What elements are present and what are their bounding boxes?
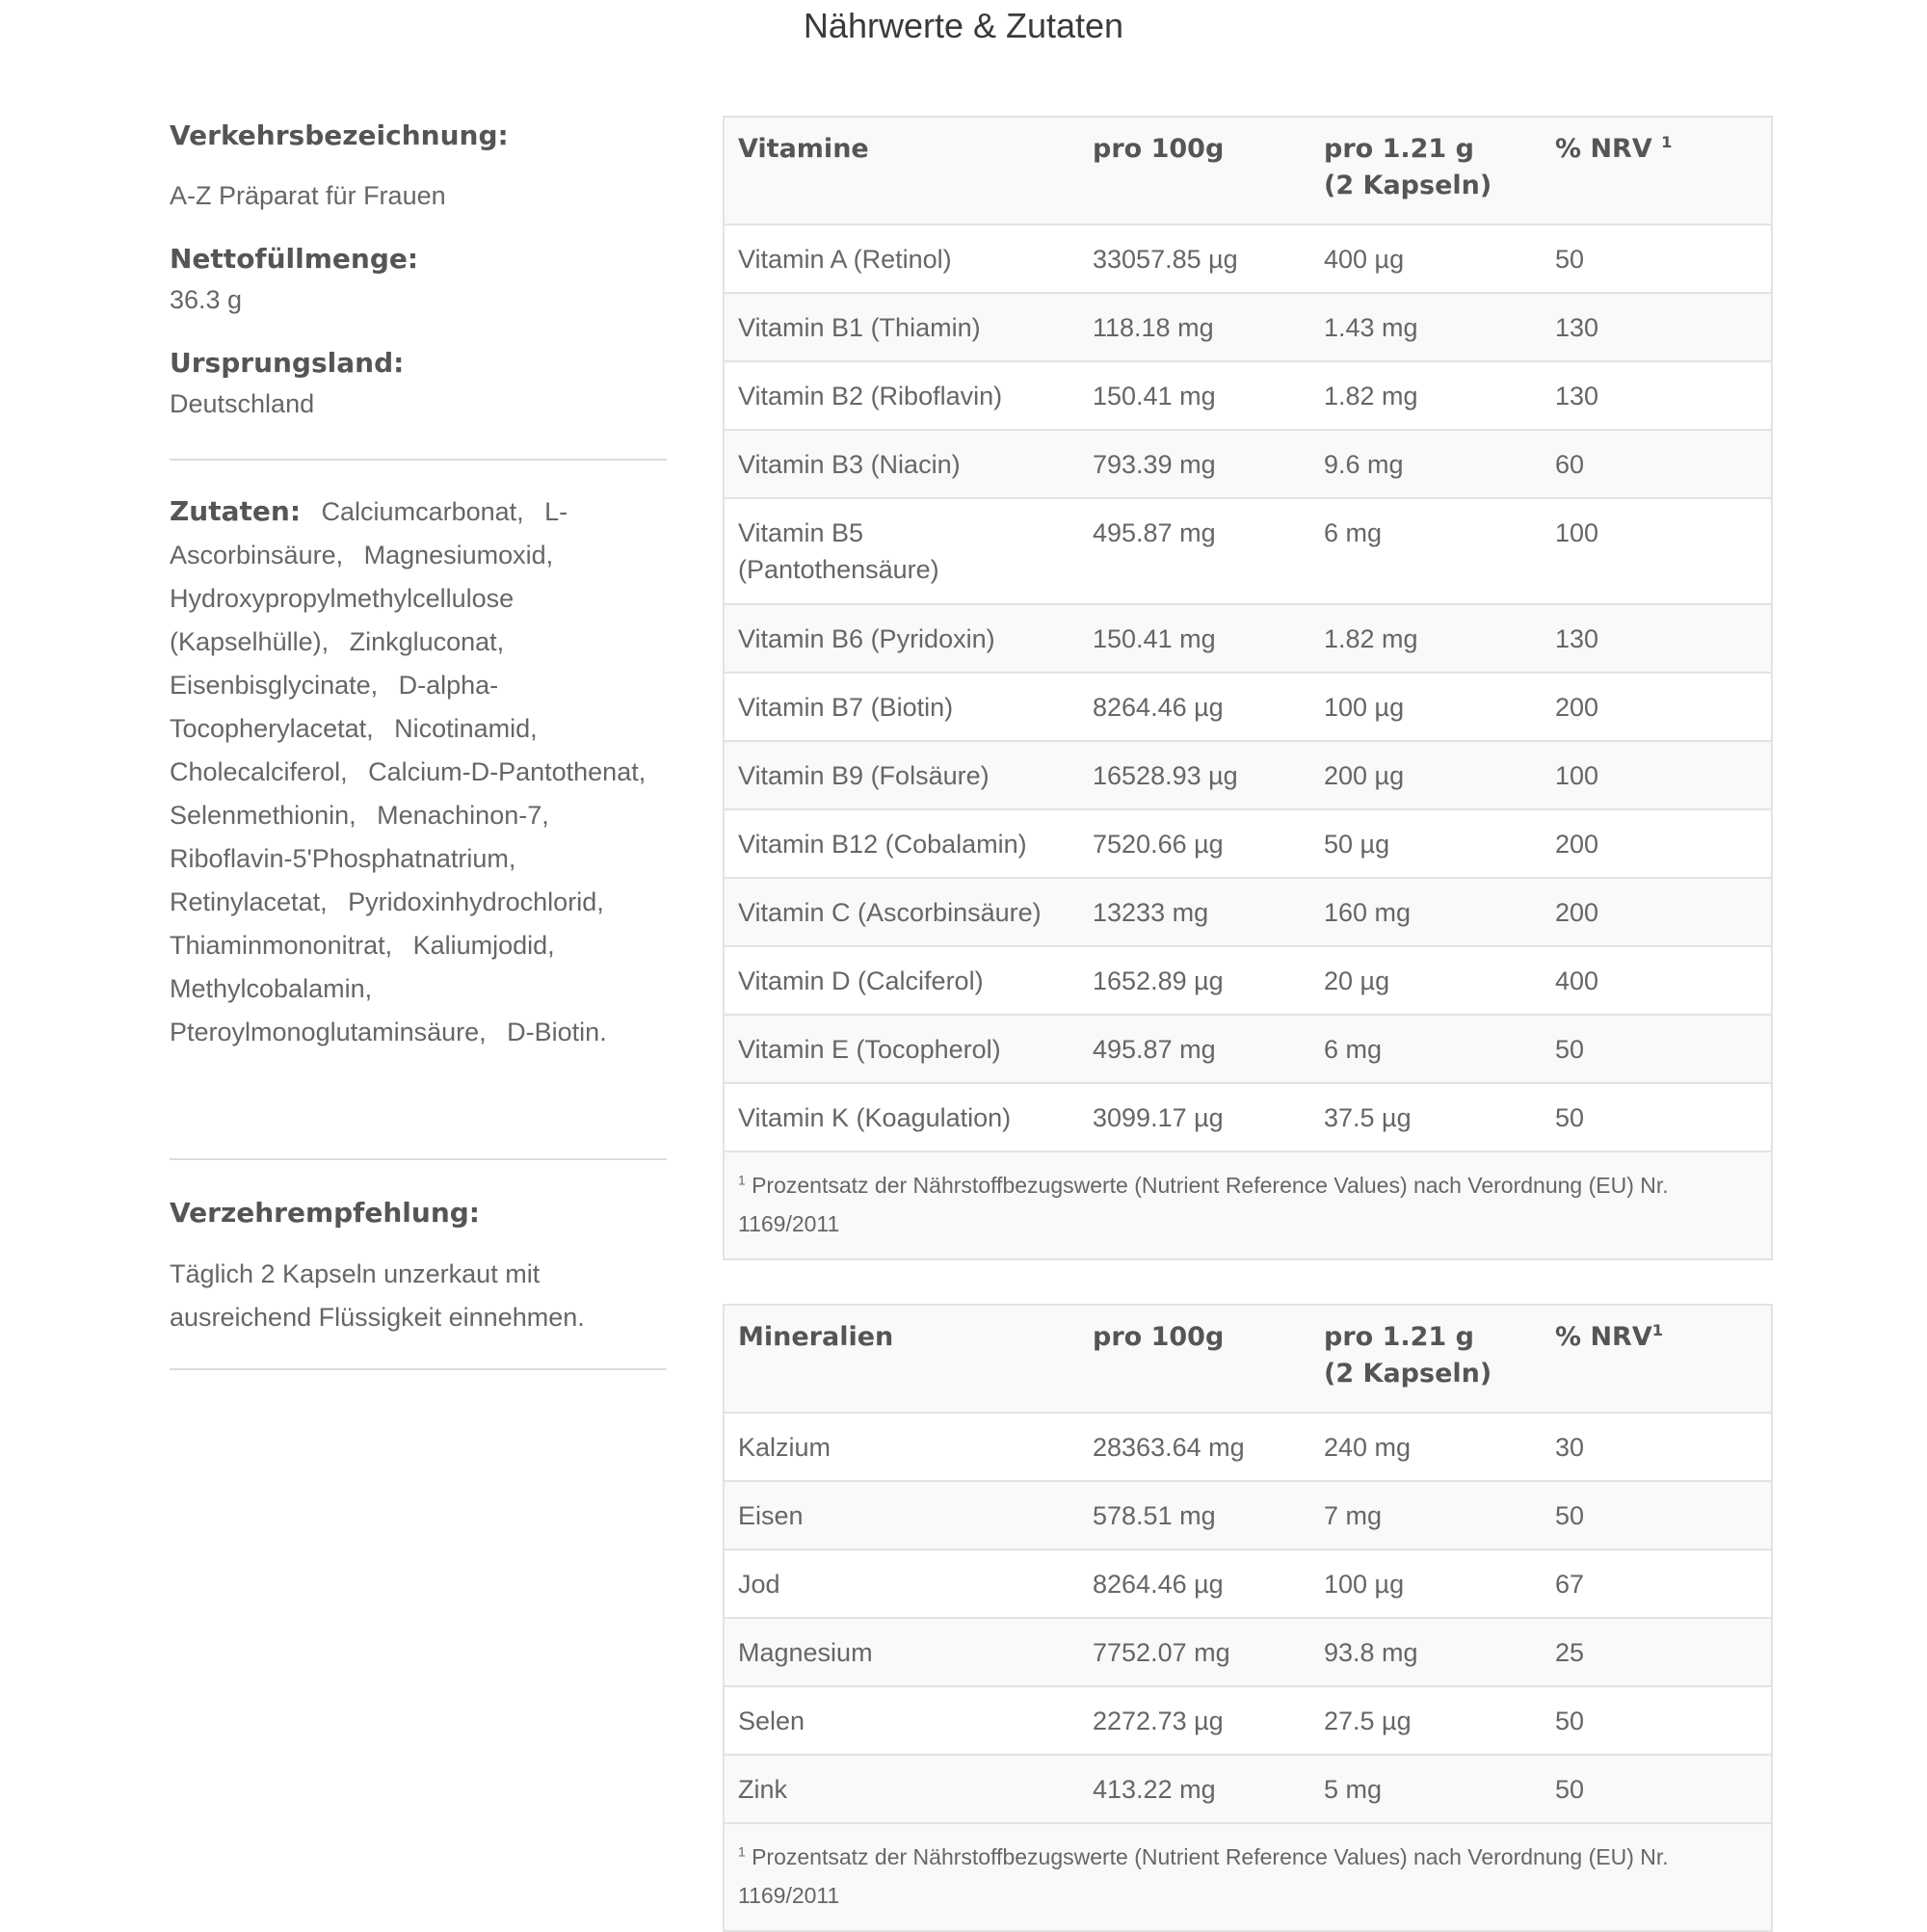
nutrient-name-cell: Vitamin B9 (Folsäure) — [738, 761, 990, 790]
header-cell: pro 100g — [1093, 134, 1225, 164]
per-serving-cell: 240 mg — [1324, 1433, 1412, 1462]
per-serving-cell: 1.43 mg — [1324, 313, 1418, 342]
header-serving-detail: (2 Kapseln) — [1324, 171, 1492, 200]
header-cell — [1542, 1306, 1771, 1412]
header-cell — [1310, 118, 1542, 224]
table-row — [725, 1619, 1771, 1687]
nrv-percent-cell: 100 — [1555, 761, 1599, 790]
mineral-table — [723, 1304, 1773, 1932]
nrv-percent-cell: 50 — [1555, 245, 1585, 274]
table-row — [725, 947, 1771, 1016]
nutrient-name-cell: Eisen — [738, 1501, 804, 1530]
header-cell — [1310, 1306, 1542, 1412]
nrv-percent-cell: 30 — [1555, 1433, 1585, 1462]
divider — [170, 459, 667, 461]
net-quantity-label: Nettofüllmenge: — [170, 243, 419, 275]
ingredients-label: Zutaten: — [170, 495, 302, 527]
nrv-percent-cell: 67 — [1555, 1570, 1585, 1599]
net-quantity-value: 36.3 g — [170, 285, 243, 314]
per-serving-cell: 6 mg — [1324, 1035, 1383, 1064]
per-100g-cell: 7752.07 mg — [1093, 1638, 1230, 1667]
footnote-text: Prozentsatz der Nährstoffbezugswerte (Nutrient Reference Values) nach Verordnung (EU) Nr. 1169/2011 — [738, 1173, 1669, 1236]
table-row — [725, 1482, 1771, 1550]
per-100g-cell: 8264.46 µg — [1093, 1570, 1224, 1599]
table-row — [725, 1084, 1771, 1152]
table-row — [725, 499, 1771, 605]
per-serving-cell: 400 µg — [1324, 245, 1405, 274]
nutrient-name-cell: Selen — [738, 1707, 805, 1735]
table-row — [725, 674, 1771, 742]
per-serving-cell: 5 mg — [1324, 1775, 1383, 1804]
ingredients-text — [170, 490, 671, 1054]
per-serving-cell: 1.82 mg — [1324, 382, 1418, 410]
divider — [170, 1368, 667, 1370]
per-100g-cell: 495.87 mg — [1093, 1035, 1216, 1064]
nrv-percent-cell: 50 — [1555, 1103, 1585, 1132]
nutrient-name-cell: Zink — [738, 1775, 788, 1804]
per-serving-cell: 50 µg — [1324, 830, 1390, 859]
ingredients-list: Calciumcarbonat, L-Ascorbinsäure, Magnesiumoxid, Hydroxypropylmethylcellulose (Kapselhülle), Zinkgluconat, Eisenbisglycinate, D-alpha-Tocopherylacetat, Nicotinamid, Cholecalciferol, Calcium-D-Pantothenat, Selenmethionin, Menachinon-7, Riboflavin-5'Phosphatnatrium, Retinylacetat, Pyridoxinhydrochlorid, Thiaminmononitrat, Kaliumjodid, Methylcobalamin, Pteroylmonoglutaminsäure, D-Biotin. — [170, 497, 647, 1046]
usage-text: Täglich 2 Kapseln unzerkaut mit ausreichend Flüssigkeit einnehmen. — [170, 1259, 585, 1332]
per-100g-cell: 118.18 mg — [1093, 313, 1214, 342]
nutrient-name-cell: Vitamin B2 (Riboflavin) — [738, 382, 1003, 410]
table-row — [725, 1687, 1771, 1756]
footnote-marker: 1 — [738, 1173, 746, 1188]
table-row — [725, 879, 1771, 947]
nutrient-name-cell: Vitamin D (Calciferol) — [738, 966, 984, 995]
usage-label: Verzehrempfehlung: — [170, 1197, 480, 1229]
header-cell — [1542, 118, 1771, 224]
per-100g-cell: 150.41 mg — [1093, 624, 1216, 653]
vitamin-table-body — [725, 225, 1771, 1152]
per-100g-cell: 150.41 mg — [1093, 382, 1216, 410]
nrv-percent-cell: 50 — [1555, 1775, 1585, 1804]
header-nrv: % NRV — [1555, 134, 1652, 164]
nrv-percent-cell: 130 — [1555, 313, 1599, 342]
table-row — [725, 1756, 1771, 1824]
table-row — [725, 225, 1771, 294]
nutrient-name-cell: Vitamin C (Ascorbinsäure) — [738, 898, 1042, 927]
per-serving-cell: 160 mg — [1324, 898, 1412, 927]
table-footnote — [725, 1824, 1771, 1930]
nutrient-name-cell: Magnesium — [738, 1638, 873, 1667]
nutrient-name-cell: Vitamin K (Koagulation) — [738, 1103, 1012, 1132]
nrv-percent-cell: 200 — [1555, 898, 1599, 927]
per-100g-cell: 8264.46 µg — [1093, 693, 1224, 722]
nrv-percent-cell: 25 — [1555, 1638, 1585, 1667]
per-serving-cell: 20 µg — [1324, 966, 1390, 995]
header-cell: Mineralien — [738, 1322, 894, 1352]
table-row — [725, 1414, 1771, 1482]
per-serving-cell: 93.8 mg — [1324, 1638, 1418, 1667]
divider — [170, 1158, 667, 1160]
per-serving-cell: 100 µg — [1324, 693, 1405, 722]
nrv-percent-cell: 50 — [1555, 1501, 1585, 1530]
table-row — [725, 362, 1771, 431]
footnote-marker: 1 — [1651, 1321, 1664, 1339]
nutrient-name-cell: Vitamin B6 (Pyridoxin) — [738, 624, 995, 653]
table-row — [725, 294, 1771, 362]
nrv-percent-cell: 130 — [1555, 624, 1599, 653]
per-100g-cell: 33057.85 µg — [1093, 245, 1238, 274]
nutrient-name-cell: Vitamin E (Tocopherol) — [738, 1035, 1001, 1064]
nutrient-name-cell: Vitamin B12 (Cobalamin) — [738, 830, 1027, 859]
table-row — [725, 810, 1771, 879]
per-serving-cell: 1.82 mg — [1324, 624, 1418, 653]
table-footnote — [725, 1152, 1771, 1258]
nutrient-name-cell: Vitamin B1 (Thiamin) — [738, 313, 981, 342]
vitamin-table — [723, 116, 1773, 1260]
per-100g-cell: 495.87 mg — [1093, 518, 1216, 547]
nutrient-name-cell: Vitamin B7 (Biotin) — [738, 693, 954, 722]
designation-block — [170, 119, 509, 151]
per-serving-cell: 9.6 mg — [1324, 450, 1404, 479]
per-100g-cell: 16528.93 µg — [1093, 761, 1238, 790]
per-100g-cell: 578.51 mg — [1093, 1501, 1216, 1530]
nrv-percent-cell: 130 — [1555, 382, 1599, 410]
per-100g-cell: 28363.64 mg — [1093, 1433, 1245, 1462]
per-100g-cell: 3099.17 µg — [1093, 1103, 1224, 1132]
per-100g-cell: 1652.89 µg — [1093, 966, 1224, 995]
nutrient-name-cell: Jod — [738, 1570, 780, 1599]
nrv-percent-cell: 200 — [1555, 830, 1599, 859]
header-cell: Vitamine — [738, 134, 869, 164]
header-cell: pro 100g — [1093, 1322, 1225, 1352]
per-100g-cell: 793.39 mg — [1093, 450, 1216, 479]
footnote-marker: 1 — [1661, 133, 1673, 151]
nrv-percent-cell: 50 — [1555, 1035, 1585, 1064]
header-serving: pro 1.21 g — [1324, 1322, 1474, 1352]
nrv-percent-cell: 200 — [1555, 693, 1599, 722]
per-serving-cell: 100 µg — [1324, 1570, 1405, 1599]
per-serving-cell: 6 mg — [1324, 518, 1383, 547]
nutrient-name-cell: Vitamin B3 (Niacin) — [738, 450, 961, 479]
table-header-row — [725, 118, 1771, 225]
page-title: Nährwerte & Zutaten — [803, 6, 1124, 45]
header-serving: pro 1.21 g — [1324, 134, 1474, 164]
per-serving-cell: 7 mg — [1324, 1501, 1383, 1530]
nrv-percent-cell: 50 — [1555, 1707, 1585, 1735]
table-row — [725, 742, 1771, 810]
table-row — [725, 1550, 1771, 1619]
per-serving-cell: 200 µg — [1324, 761, 1405, 790]
table-row — [725, 605, 1771, 674]
footnote-text: Prozentsatz der Nährstoffbezugswerte (Nutrient Reference Values) nach Verordnung (EU) Nr. 1169/2011 — [738, 1844, 1669, 1908]
per-100g-cell: 2272.73 µg — [1093, 1707, 1224, 1735]
designation-value: A-Z Präparat für Frauen — [170, 181, 446, 210]
nrv-percent-cell: 400 — [1555, 966, 1599, 995]
per-serving-cell: 37.5 µg — [1324, 1103, 1412, 1132]
nutrient-name-cell: Vitamin A (Retinol) — [738, 245, 952, 274]
per-100g-cell: 13233 mg — [1093, 898, 1209, 927]
mineral-table-body — [725, 1414, 1771, 1824]
header-nrv: % NRV — [1555, 1322, 1652, 1352]
table-row — [725, 431, 1771, 499]
per-100g-cell: 413.22 mg — [1093, 1775, 1216, 1804]
table-header-row — [725, 1306, 1771, 1414]
footnote-marker: 1 — [738, 1844, 746, 1860]
nrv-percent-cell: 100 — [1555, 518, 1599, 547]
origin-value: Deutschland — [170, 389, 315, 418]
nutrient-name-cell: Kalzium — [738, 1433, 832, 1462]
nutrient-name-cell: Vitamin B5 (Pantothensäure) — [738, 518, 939, 584]
origin-label: Ursprungsland: — [170, 347, 405, 379]
header-serving-detail: (2 Kapseln) — [1324, 1359, 1492, 1389]
nrv-percent-cell: 60 — [1555, 450, 1585, 479]
per-100g-cell: 7520.66 µg — [1093, 830, 1224, 859]
table-row — [725, 1016, 1771, 1084]
designation-label: Verkehrsbezeichnung: — [170, 119, 509, 151]
per-serving-cell: 27.5 µg — [1324, 1707, 1412, 1735]
